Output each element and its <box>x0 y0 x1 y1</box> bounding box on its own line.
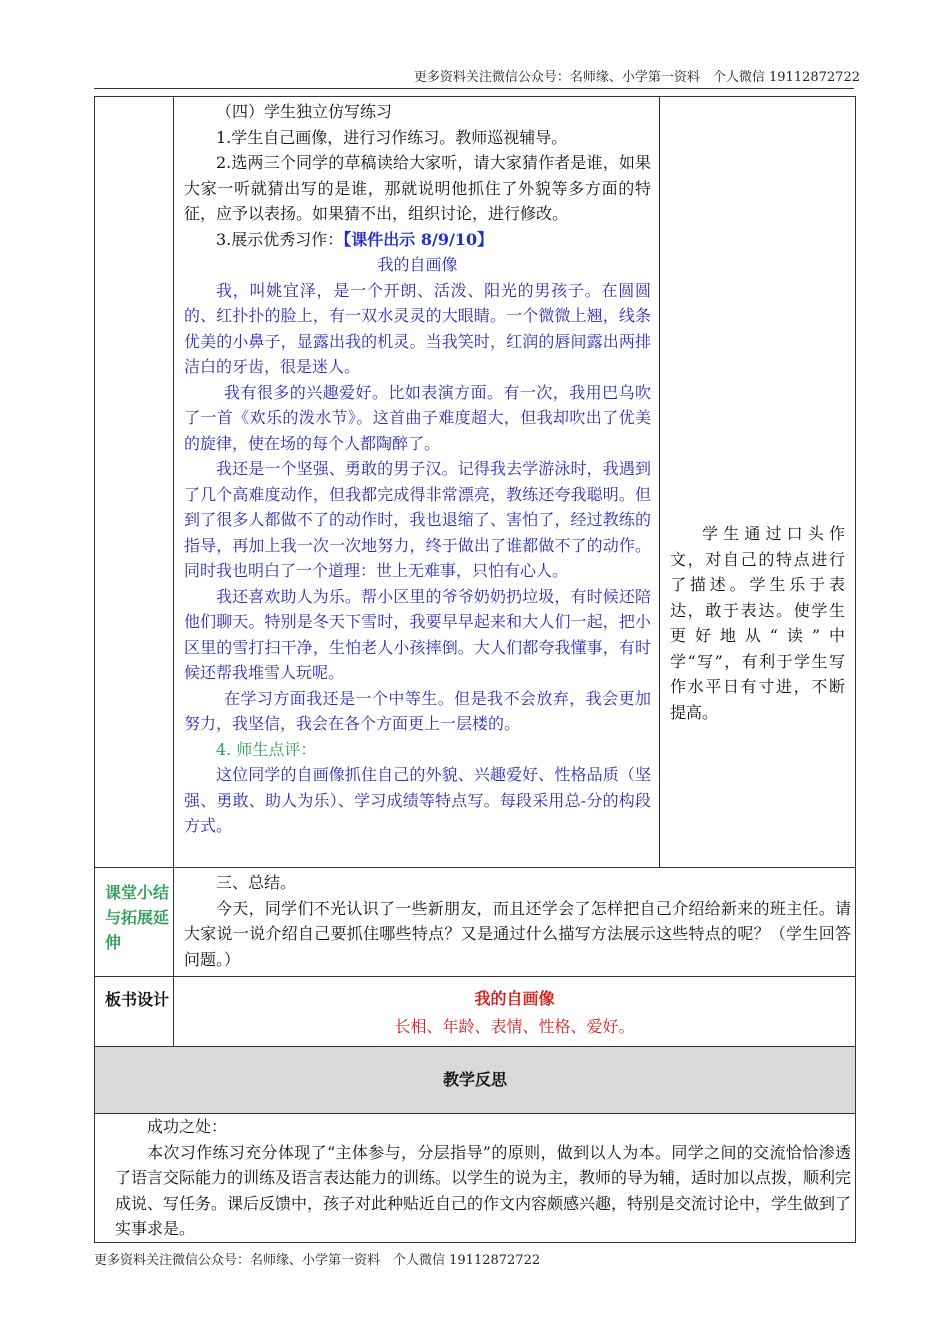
board-label-cell <box>95 977 174 1047</box>
board-title: 我的自画像 <box>474 989 555 1008</box>
practice-label-cell <box>95 97 174 868</box>
lesson-plan-table <box>94 96 856 1243</box>
essay-paragraph: 我，叫姚宜泽，是一个开朗、活泼、阳光的男孩子。在圆圆的、红扑扑的脸上，有一双水灵灵的大眼睛。一个微微上翘，线条优美的小鼻子，显露出我的机灵。当我笑时，红润的唇间露出两排洁白的牙齿，很是迷人。 <box>184 280 651 376</box>
summary-text: 今天，同学们不光认识了一些新朋友，而且还学会了怎样把自己介绍给新来的班主任。请大家说一说介绍自己要抓住哪些特点？又是通过什么描写方法展示这些特点的呢？（学生回答问题。） <box>184 898 851 969</box>
essay-paragraph: 在学习方面我还是一个中等生。但是我不会放弃，我会更加努力，我坚信，我会在各个方面更上一层楼的。 <box>184 688 651 733</box>
reflection-body-row <box>95 1114 856 1243</box>
reflection-head-cell <box>95 1047 856 1114</box>
board-content-cell <box>174 977 856 1047</box>
summary-heading: 三、总结。 <box>216 873 297 892</box>
essay-title: 我的自画像 <box>377 255 458 274</box>
summary-content-cell <box>174 868 856 977</box>
review-text: 这位同学的自画像抓住自己的外貌、兴趣爱好、性格品质（坚强、勇敢、助人为乐）、学习成绩等特点写。每段采用总-分的构段方式。 <box>184 765 651 835</box>
header-divider <box>94 88 854 89</box>
essay-paragraph: 我还喜欢助人为乐。帮小区里的爷爷奶奶扔垃圾，有时候还陪他们聊天。特别是冬天下雪时，我要早早起来和大人们一起，把小区里的雪打扫干净，生怕老人小孩摔倒。大人们都夸我懂事，有时候还帮我堆雪人玩呢。 <box>184 586 651 682</box>
reflection-subheading: 成功之处： <box>147 1117 228 1136</box>
reflection-heading: 教学反思 <box>95 1047 855 1113</box>
section4-heading: （四）学生独立仿写练习 <box>216 102 393 121</box>
reflection-text: 本次习作练习充分体现了“主体参与，分层指导”的原则，做到以人为本。同学之间的交流恰恰渗透了语言交际能力的训练及语言表达能力的训练。以学生的说为主，教师的导为辅，适时加以点拨，顺利完成说、写任务。课后反馈中，孩子对此种贴近自己的作文内容颇感兴趣，特别是交流讨论中，学生做到了实事求是。 <box>115 1142 852 1238</box>
board-label: 板书设计 <box>105 990 170 1009</box>
essay-paragraph: 我有很多的兴趣爱好。比如表演方面。有一次，我用巴乌吹了一首《欢乐的泼水节》。这首曲子难度超大，但我却吹出了优美的旋律，使在场的每个人都陶醉了。 <box>184 382 651 453</box>
page-header: 更多资料关注微信公众号：名师缘、小学第一资料 个人微信 19112872722 <box>413 70 860 85</box>
reflection-body-cell <box>95 1114 856 1243</box>
section4-item1: 1.学生自己画像，进行习作练习。教师巡视辅导。 <box>216 127 568 147</box>
summary-label: 课堂小结与拓展延伸 <box>105 883 170 952</box>
section4-item2: 2.选两三个同学的草稿读给大家听，请大家猜作者是谁，如果大家一听就猜出写的是谁，那就说明他抓住了外貌等多方面的特征，应予以表扬。如果猜不出，组织讨论，进行修改。 <box>184 153 651 223</box>
summary-label-cell <box>95 868 174 977</box>
section4-item3 <box>184 227 651 253</box>
reflection-head-row <box>95 1047 856 1114</box>
item3-prefix: 3.展示优秀习作： <box>216 229 344 249</box>
side-note: 学生通过口头作文，对自己的特点进行了描述。学生乐于表达，敢于表达。使学生更好地从“读”中学“写”，有利于学生写作水平日有寸进，不断提高。 <box>670 524 845 722</box>
essay-paragraph: 我还是一个坚强、勇敢的男子汉。记得我去学游泳时，我遇到了几个高难度动作，但我都完成得非常漂亮，教练还夸我聪明。但到了很多人都做不了的动作时，我也退缩了、害怕了，经过教练的指导，再加上我一次一次地努力，终于做出了谁都做不了的动作。同时我也明白了一个道理：世上无难事，只怕有心人。 <box>184 459 651 580</box>
review-heading: 4. 师生点评： <box>216 739 317 759</box>
side-note-cell <box>660 97 856 868</box>
page-footer: 更多资料关注微信公众号：名师缘、小学第一资料 个人微信 19112872722 <box>94 1253 541 1268</box>
summary-row <box>95 868 856 977</box>
board-items: 长相、年龄、表情、性格、爱好。 <box>394 1017 635 1036</box>
courseware-tag: 【课件出示 8/9/10】 <box>343 229 494 249</box>
practice-row <box>95 97 856 868</box>
practice-content-cell <box>174 97 660 868</box>
board-row <box>95 977 856 1047</box>
